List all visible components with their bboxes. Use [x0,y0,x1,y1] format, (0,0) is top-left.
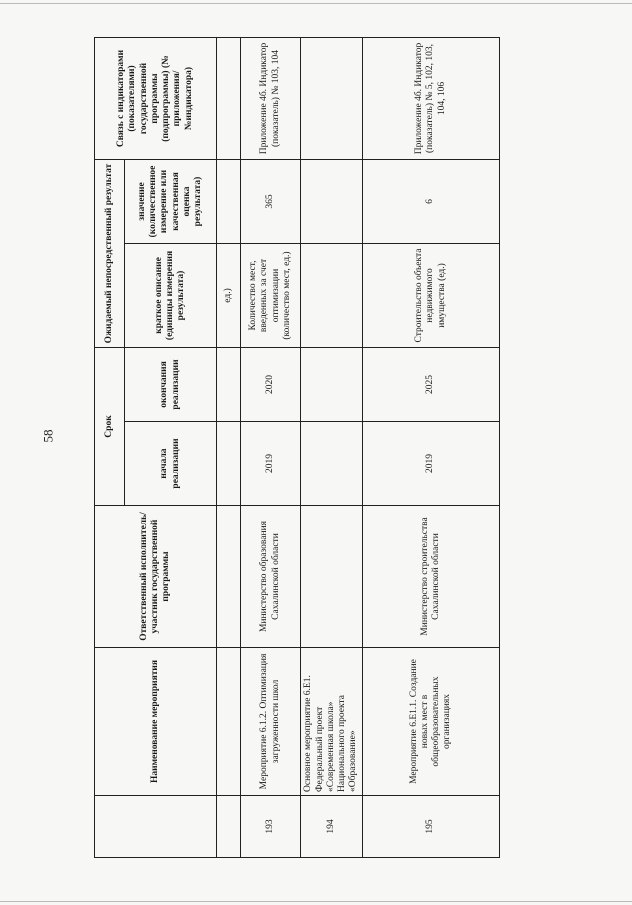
table-row [363,38,500,858]
row-desc: Количество мест, введенных за счет оптимизации (количество мест, ед.) [241,244,301,348]
page-number: 58 [40,429,56,443]
row-desc: Строительство объекта недвижимого имущества (ед.) [363,244,500,348]
header-name: Наименование мероприятия [95,648,217,796]
carry-cell [217,348,241,422]
row-num: 194 [301,796,363,858]
header-desc: краткое описание (единицы измерения результата) [125,244,217,348]
carry-cell [217,38,241,160]
header-term: Срок [95,348,125,506]
header-num [95,796,217,858]
row-responsible: Министерство образования Сахалинской области [241,506,301,648]
row-end: 2025 [363,348,500,422]
table-row [241,38,301,858]
header-start: начала реализации [125,422,217,506]
row-end: 2020 [241,348,301,422]
header-value: значение (количественное измерение или качественная оценка результата) [125,160,217,244]
row-name: Основное мероприятие 6.Е1. Федеральный проект «Современная школа» Национального проекта «Образование» [301,648,363,796]
row-link [301,38,363,160]
carry-over-text: ед.) [217,244,241,348]
row-value [301,160,363,244]
activities-table [94,37,500,858]
carry-cell [217,422,241,506]
row-value: 365 [241,160,301,244]
row-start: 2019 [363,422,500,506]
carry-cell [217,160,241,244]
row-responsible [301,506,363,648]
header-end: окончания реализации [125,348,217,422]
row-start: 2019 [241,422,301,506]
row-name: Мероприятие 6.1.2. Оптимизация загруженности школ [241,648,301,796]
header-responsible: Ответственный исполнитель/участник государственной программы [95,506,217,648]
row-value: 6 [363,160,500,244]
row-start [301,422,363,506]
row-responsible: Министерство строительства Сахалинской области [363,506,500,648]
table-row [301,38,363,858]
row-end [301,348,363,422]
row-link: Приложение 4б. Индикатор (показатель) № 103, 104 [241,38,301,160]
header-link: Связь с индикаторами (показателями) государственной программы (подпрограммы) (№ приложения/№индикатора) [95,38,217,160]
row-num: 193 [241,796,301,858]
header-expected: Ожидаемый непосредственный результат [95,160,125,348]
carry-cell [217,648,241,796]
row-num: 195 [363,796,500,858]
carry-cell [217,506,241,648]
row-link: Приложение 4б. Индикатор (показатель) № 5, 102, 103, 104, 106 [363,38,500,160]
row-name: Мероприятие 6.Е1.1. Создание новых мест в общеобразовательных организациях [363,648,500,796]
carry-cell [217,796,241,858]
row-desc [301,244,363,348]
rotated-table-wrapper [94,38,499,858]
